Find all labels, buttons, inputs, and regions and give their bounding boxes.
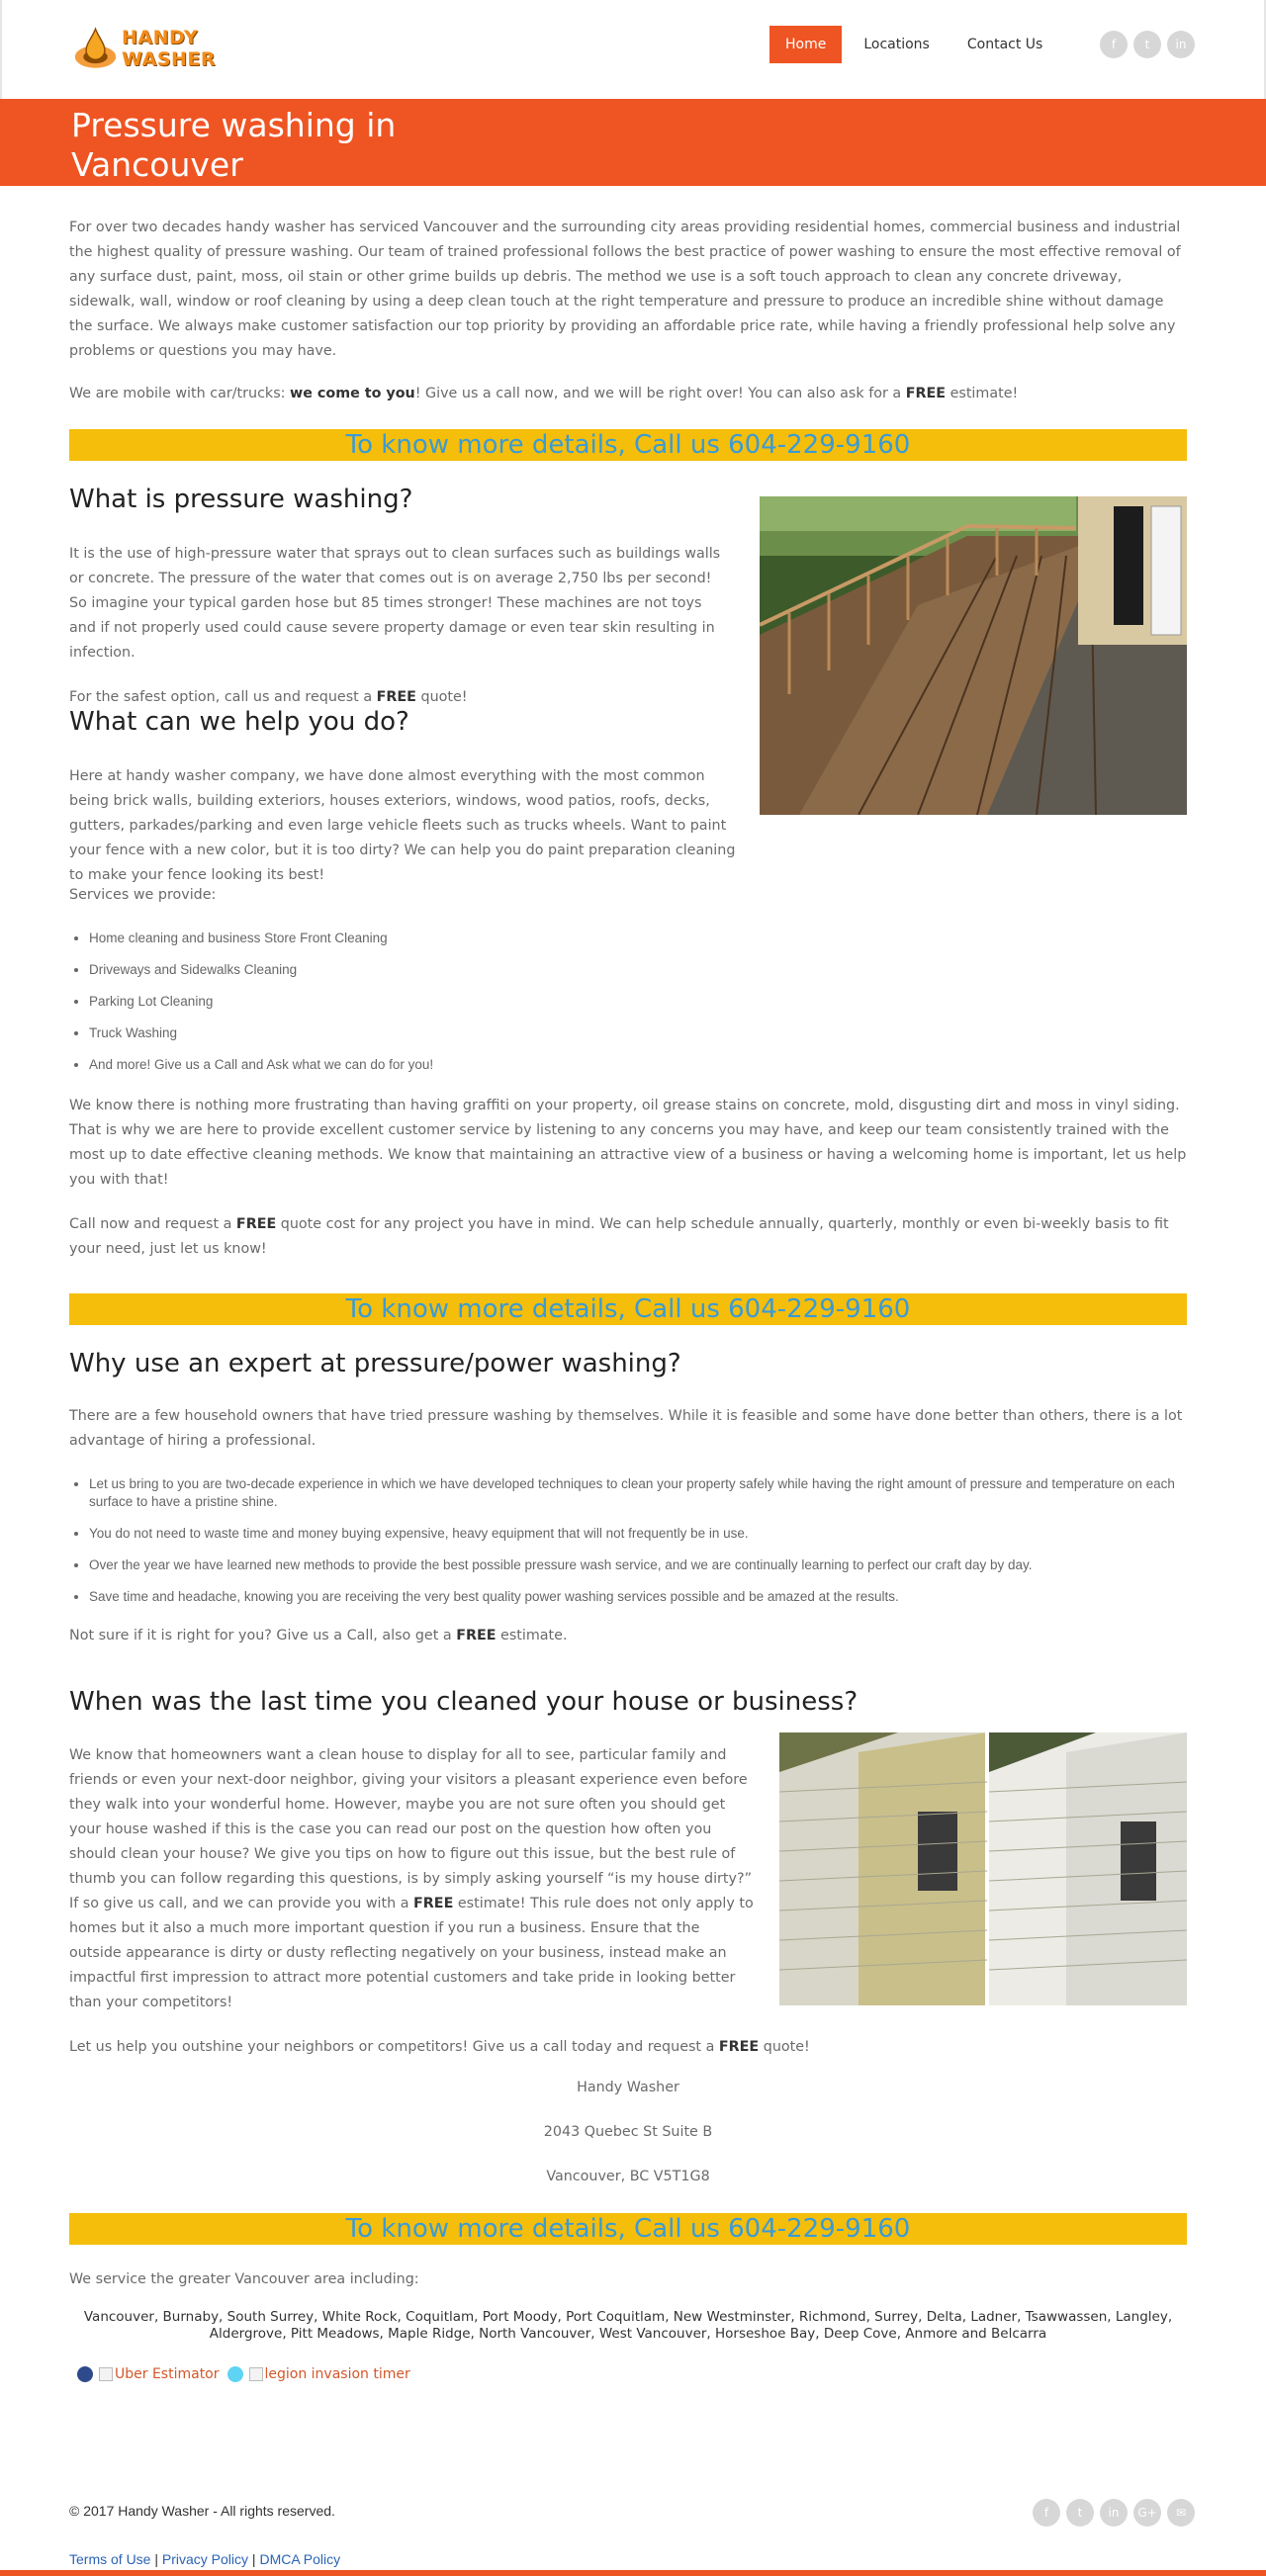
schedule-paragraph: Call now and request a FREE quote cost for any project you have in mind. We can help schedule annually, quarterly, monthly or even bi-weekly basis to fit your need, just let us know! xyxy=(69,1216,1169,1257)
footer-accent-bar xyxy=(0,2570,1266,2576)
list-item: • Home cleaning and business Store Front Cleaning xyxy=(89,930,1187,947)
nav-home[interactable]: Home xyxy=(769,26,842,63)
list-item: • Save time and headache, knowing you are receiving the very best quality power washing services possible and be amazed at the results. xyxy=(89,1588,1187,1606)
call-banner[interactable]: To know more details, Call us 604-229-9160 xyxy=(69,429,1187,461)
business-city: Vancouver, BC V5T1G8 xyxy=(546,2169,710,2184)
mobile-service-paragraph: We are mobile with car/trucks: we come to you! Give us a call now, and we will be right over! You can also ask for a FREE estimate! xyxy=(69,386,1019,401)
main-nav xyxy=(769,26,1064,63)
section-heading-what-is: What is pressure washing? xyxy=(69,485,413,514)
copyright: © 2017 Handy Washer - All rights reserved. xyxy=(69,2503,335,2519)
list-item: • You do not need to waste time and money buying expensive, heavy equipment that will not frequently be in use. xyxy=(89,1525,1187,1543)
page-title: Pressure washing in Vancouver xyxy=(71,106,397,184)
terms-link[interactable]: Terms of Use xyxy=(69,2551,151,2567)
safest-option-paragraph: For the safest option, call us and request a FREE quote! xyxy=(69,689,468,705)
uber-estimator-link[interactable]: Uber Estimator xyxy=(99,2366,220,2382)
frustration-paragraph: We know there is nothing more frustrating than having graffiti on your property, oil grease stains on concrete, mold, disgusting dirt and moss in vinyl siding. That is why we are here to provide excellent customer service by listening to any concerns you may have, and keep our team consistently trained with the most up to date effective cleaning methods. We know that maintaining an attractive view of a business or having a welcoming home is important, let us help you with that! xyxy=(69,1098,1187,1188)
list-item: • Truck Washing xyxy=(89,1024,1187,1042)
broken-image-icon xyxy=(99,2367,113,2381)
nav-locations[interactable]: Locations xyxy=(863,37,930,52)
legion-timer-link[interactable]: legion invasion timer xyxy=(249,2366,410,2382)
not-sure-paragraph: Not sure if it is right for you? Give us a Call, also get a FREE estimate. xyxy=(69,1628,568,1643)
page-title-bar xyxy=(0,99,1266,186)
footer-links: Terms of Use | Privacy Policy | DMCA Policy xyxy=(69,2551,341,2567)
section-heading-why-expert: Why use an expert at pressure/power washing? xyxy=(69,1349,681,1378)
outshine-paragraph: Let us help you outshine your neighbors or competitors! Give us a call today and request a FREE quote! xyxy=(69,2039,810,2055)
service-area-block xyxy=(69,2267,1187,2292)
dmca-link[interactable]: DMCA Policy xyxy=(259,2551,341,2567)
what-is-paragraph: It is the use of high-pressure water that sprays out to clean surfaces such as buildings walls or concrete. The pressure of the water that comes out is on average 2,750 lbs per second! So imagine your typical garden hose but 85 times stronger! These machines are not toys and if not properly used could cause severe property damage or even tear skin resulting in infection. xyxy=(69,546,721,661)
privacy-link[interactable]: Privacy Policy xyxy=(161,2551,249,2567)
water-drop-logo-icon xyxy=(71,24,120,73)
reasons-list xyxy=(69,1475,1187,1606)
intro-section xyxy=(69,216,1187,406)
call-banner[interactable]: To know more details, Call us 604-229-9160 xyxy=(69,1293,1187,1325)
list-item: • Driveways and Sidewalks Cleaning xyxy=(89,961,1187,979)
services-list xyxy=(69,930,1187,1074)
last-time-paragraph: We know that homeowners want a clean house to display for all to see, particular family and friends or even your next-door neighbor, giving your visitors a pleasant experience even before they walk into your wonderful home. However, maybe you are not sure often you should get your house washed if this is the case you can read our post on the question how often you should clean your house? We give you tips on how to figure out this issue, but the best rule of thumb you can follow regarding this questions, is by simply asking yourself “is my house dirty?” If so give us call, and we can provide you with a FREE estimate! This rule does not only apply to homes but it also a much more important question if you run a business. Ensure that the outside appearance is dirty or dusty reflecting negatively on your business, instead make an impactful first impression to attract more potential customers and take pride in looking better than your competitors! xyxy=(69,1747,754,2010)
siding-before-after-photo xyxy=(779,1732,1187,2005)
nav-contact-us[interactable]: Contact Us xyxy=(966,37,1043,52)
broken-image-icon xyxy=(249,2367,263,2381)
service-area-cities: Vancouver, Burnaby, South Surrey, White Rock, Coquitlam, Port Moody, Port Coquitlam, New Westminster, Richmond, Surrey, Delta, Ladner, Tsawwassen, Langley, Aldergrove, Pitt Meadows, Maple Ridge, North Vancouver, West Vancouver, Horseshoe Bay, Deep Cove, Anmore and Belcarra xyxy=(83,2309,1173,2342)
business-street: 2043 Quebec St Suite B xyxy=(543,2124,713,2140)
why-expert-paragraph: There are a few household owners that have tried pressure washing by themselves. While it is feasible and some have done better than others, there is a lot advantage of hiring a professional. xyxy=(69,1408,1183,1449)
twitter-icon[interactable]: t xyxy=(1133,31,1161,58)
section-last-time xyxy=(69,1743,756,2015)
badge-row xyxy=(77,2366,418,2382)
footer-social-links xyxy=(1033,2499,1201,2527)
section-what-is xyxy=(69,542,732,710)
outshine-block xyxy=(69,2035,1187,2060)
linkedin-icon[interactable]: in xyxy=(1167,31,1195,58)
linkedin-icon[interactable]: in xyxy=(1100,2499,1128,2527)
section-why-expert xyxy=(69,1404,1187,1648)
google-plus-icon[interactable]: G+ xyxy=(1133,2499,1161,2527)
section-heading-last-time: When was the last time you cleaned your house or business? xyxy=(69,1687,859,1717)
list-item: • Let us bring to you are two-decade experience in which we have developed techniques to clean your property safely while having the right amount of pressure and temperature on each surface to have a pristine shine. xyxy=(89,1475,1187,1511)
what-can-paragraph: Here at handy washer company, we have done almost everything with the most common being brick walls, building exteriors, houses exteriors, windows, wood patios, roofs, decks, gutters, parkades/parking and even large vehicle fleets such as trucks wheels. Want to paint your fence with a new color, but it is too dirty? We can help you do paint preparation cleaning to make your fence looking its best! xyxy=(69,768,736,883)
intro-paragraph: For over two decades handy washer has serviced Vancouver and the surrounding city areas providing residential homes, commercial business and industrial the highest quality of pressure washing. Our team of trained professional follows the best practice of power washing to ensure the most effective removal of any surface dust, paint, moss, oil stain or other grime builds up debris. The method we use is a soft touch approach to clean any concrete driveway, sidewalk, wall, window or roof cleaning by using a deep clean touch at the right temperature and pressure to produce an incredible shine without damage the surface. We always make customer satisfaction our top priority by providing an affordable price rate, while having a friendly professional help solve any problems or questions you may have. xyxy=(69,220,1181,359)
list-item: • Over the year we have learned new methods to provide the best possible pressure wash service, and we are continually learning to perfect our craft day by day. xyxy=(89,1556,1187,1574)
list-item: • Parking Lot Cleaning xyxy=(89,993,1187,1011)
site-header xyxy=(0,0,1266,99)
site-logo[interactable] xyxy=(71,24,289,73)
facebook-icon[interactable]: f xyxy=(1033,2499,1060,2527)
email-icon[interactable]: ✉ xyxy=(1167,2499,1195,2527)
twitter-icon[interactable]: t xyxy=(1066,2499,1094,2527)
service-area-label: We service the greater Vancouver area including: xyxy=(69,2271,419,2287)
facebook-icon[interactable]: f xyxy=(1100,31,1128,58)
section-what-can xyxy=(69,764,1187,888)
services-label: Services we provide: xyxy=(69,887,217,903)
header-social-links xyxy=(1100,31,1201,58)
list-item: • And more! Give us a Call and Ask what we can do for you! xyxy=(89,1056,1187,1074)
badge-dot xyxy=(77,2366,93,2382)
services-block xyxy=(69,883,1187,1262)
section-heading-what-can: What can we help you do? xyxy=(69,707,409,737)
logo-wordmark: HANDY WASHER xyxy=(122,27,217,70)
call-banner[interactable]: To know more details, Call us 604-229-9160 xyxy=(69,2213,1187,2245)
business-name: Handy Washer xyxy=(577,2080,679,2095)
badge-dot xyxy=(227,2366,243,2382)
